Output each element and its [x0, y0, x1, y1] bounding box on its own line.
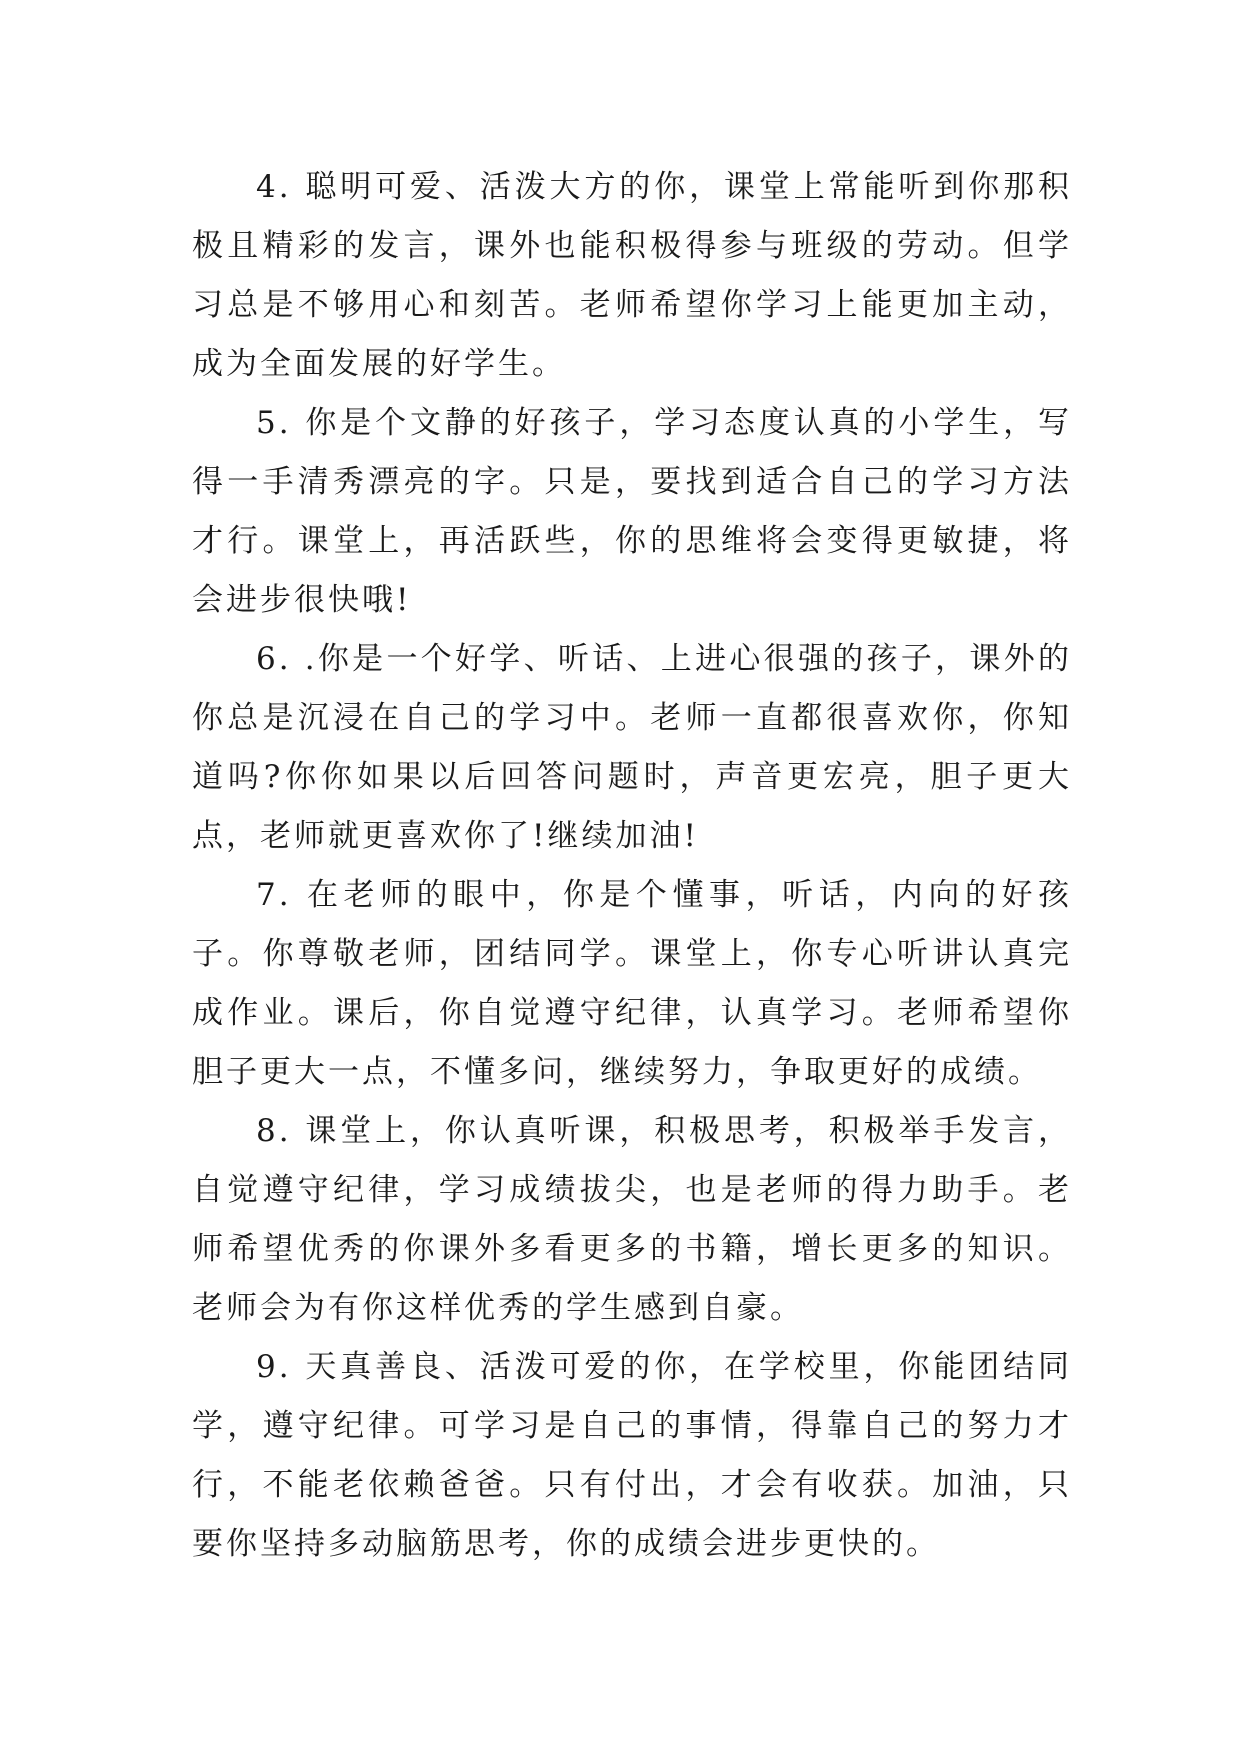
comment-paragraph-8: 8. 课堂上，你认真听课，积极思考，积极举手发言，自觉遵守纪律，学习成绩拔尖，也是老师的得力助手。老师希望优秀的你课外多看更多的书籍，增长更多的知识。老师会为有你这样优秀的学生感到自豪。	[192, 1113, 1072, 1326]
comment-paragraph-7: 7. 在老师的眼中，你是个懂事，听话，内向的好孩子。你尊敬老师，团结同学。课堂上，你专心听讲认真完成作业。课后，你自觉遵守纪律，认真学习。老师希望你胆子更大一点，不懂多问，继续努力，争取更好的成绩。	[192, 877, 1072, 1090]
comment-paragraph-5: 5. 你是个文静的好孩子，学习态度认真的小学生，写得一手清秀漂亮的字。只是，要找到适合自己的学习方法才行。课堂上，再活跃些，你的思维将会变得更敏捷，将会进步很快哦!	[192, 405, 1072, 618]
comment-paragraph-9: 9. 天真善良、活泼可爱的你，在学校里，你能团结同学，遵守纪律。可学习是自己的事情，得靠自己的努力才行，不能老依赖爸爸。只有付出，才会有收获。加油，只要你坚持多动脑筋思考，你的成绩会进步更快的。	[192, 1349, 1072, 1562]
comment-paragraph-6: 6. .你是一个好学、听话、上进心很强的孩子，课外的你总是沉浸在自己的学习中。老师一直都很喜欢你，你知道吗?你你如果以后回答问题时，声音更宏亮，胆子更大点，老师就更喜欢你了!继续加油!	[192, 641, 1072, 854]
comment-paragraph-4: 4. 聪明可爱、活泼大方的你，课堂上常能听到你那积极且精彩的发言，课外也能积极得参与班级的劳动。但学习总是不够用心和刻苦。老师希望你学习上能更加主动，成为全面发展的好学生。	[192, 169, 1072, 382]
document-body	[192, 158, 1072, 1574]
